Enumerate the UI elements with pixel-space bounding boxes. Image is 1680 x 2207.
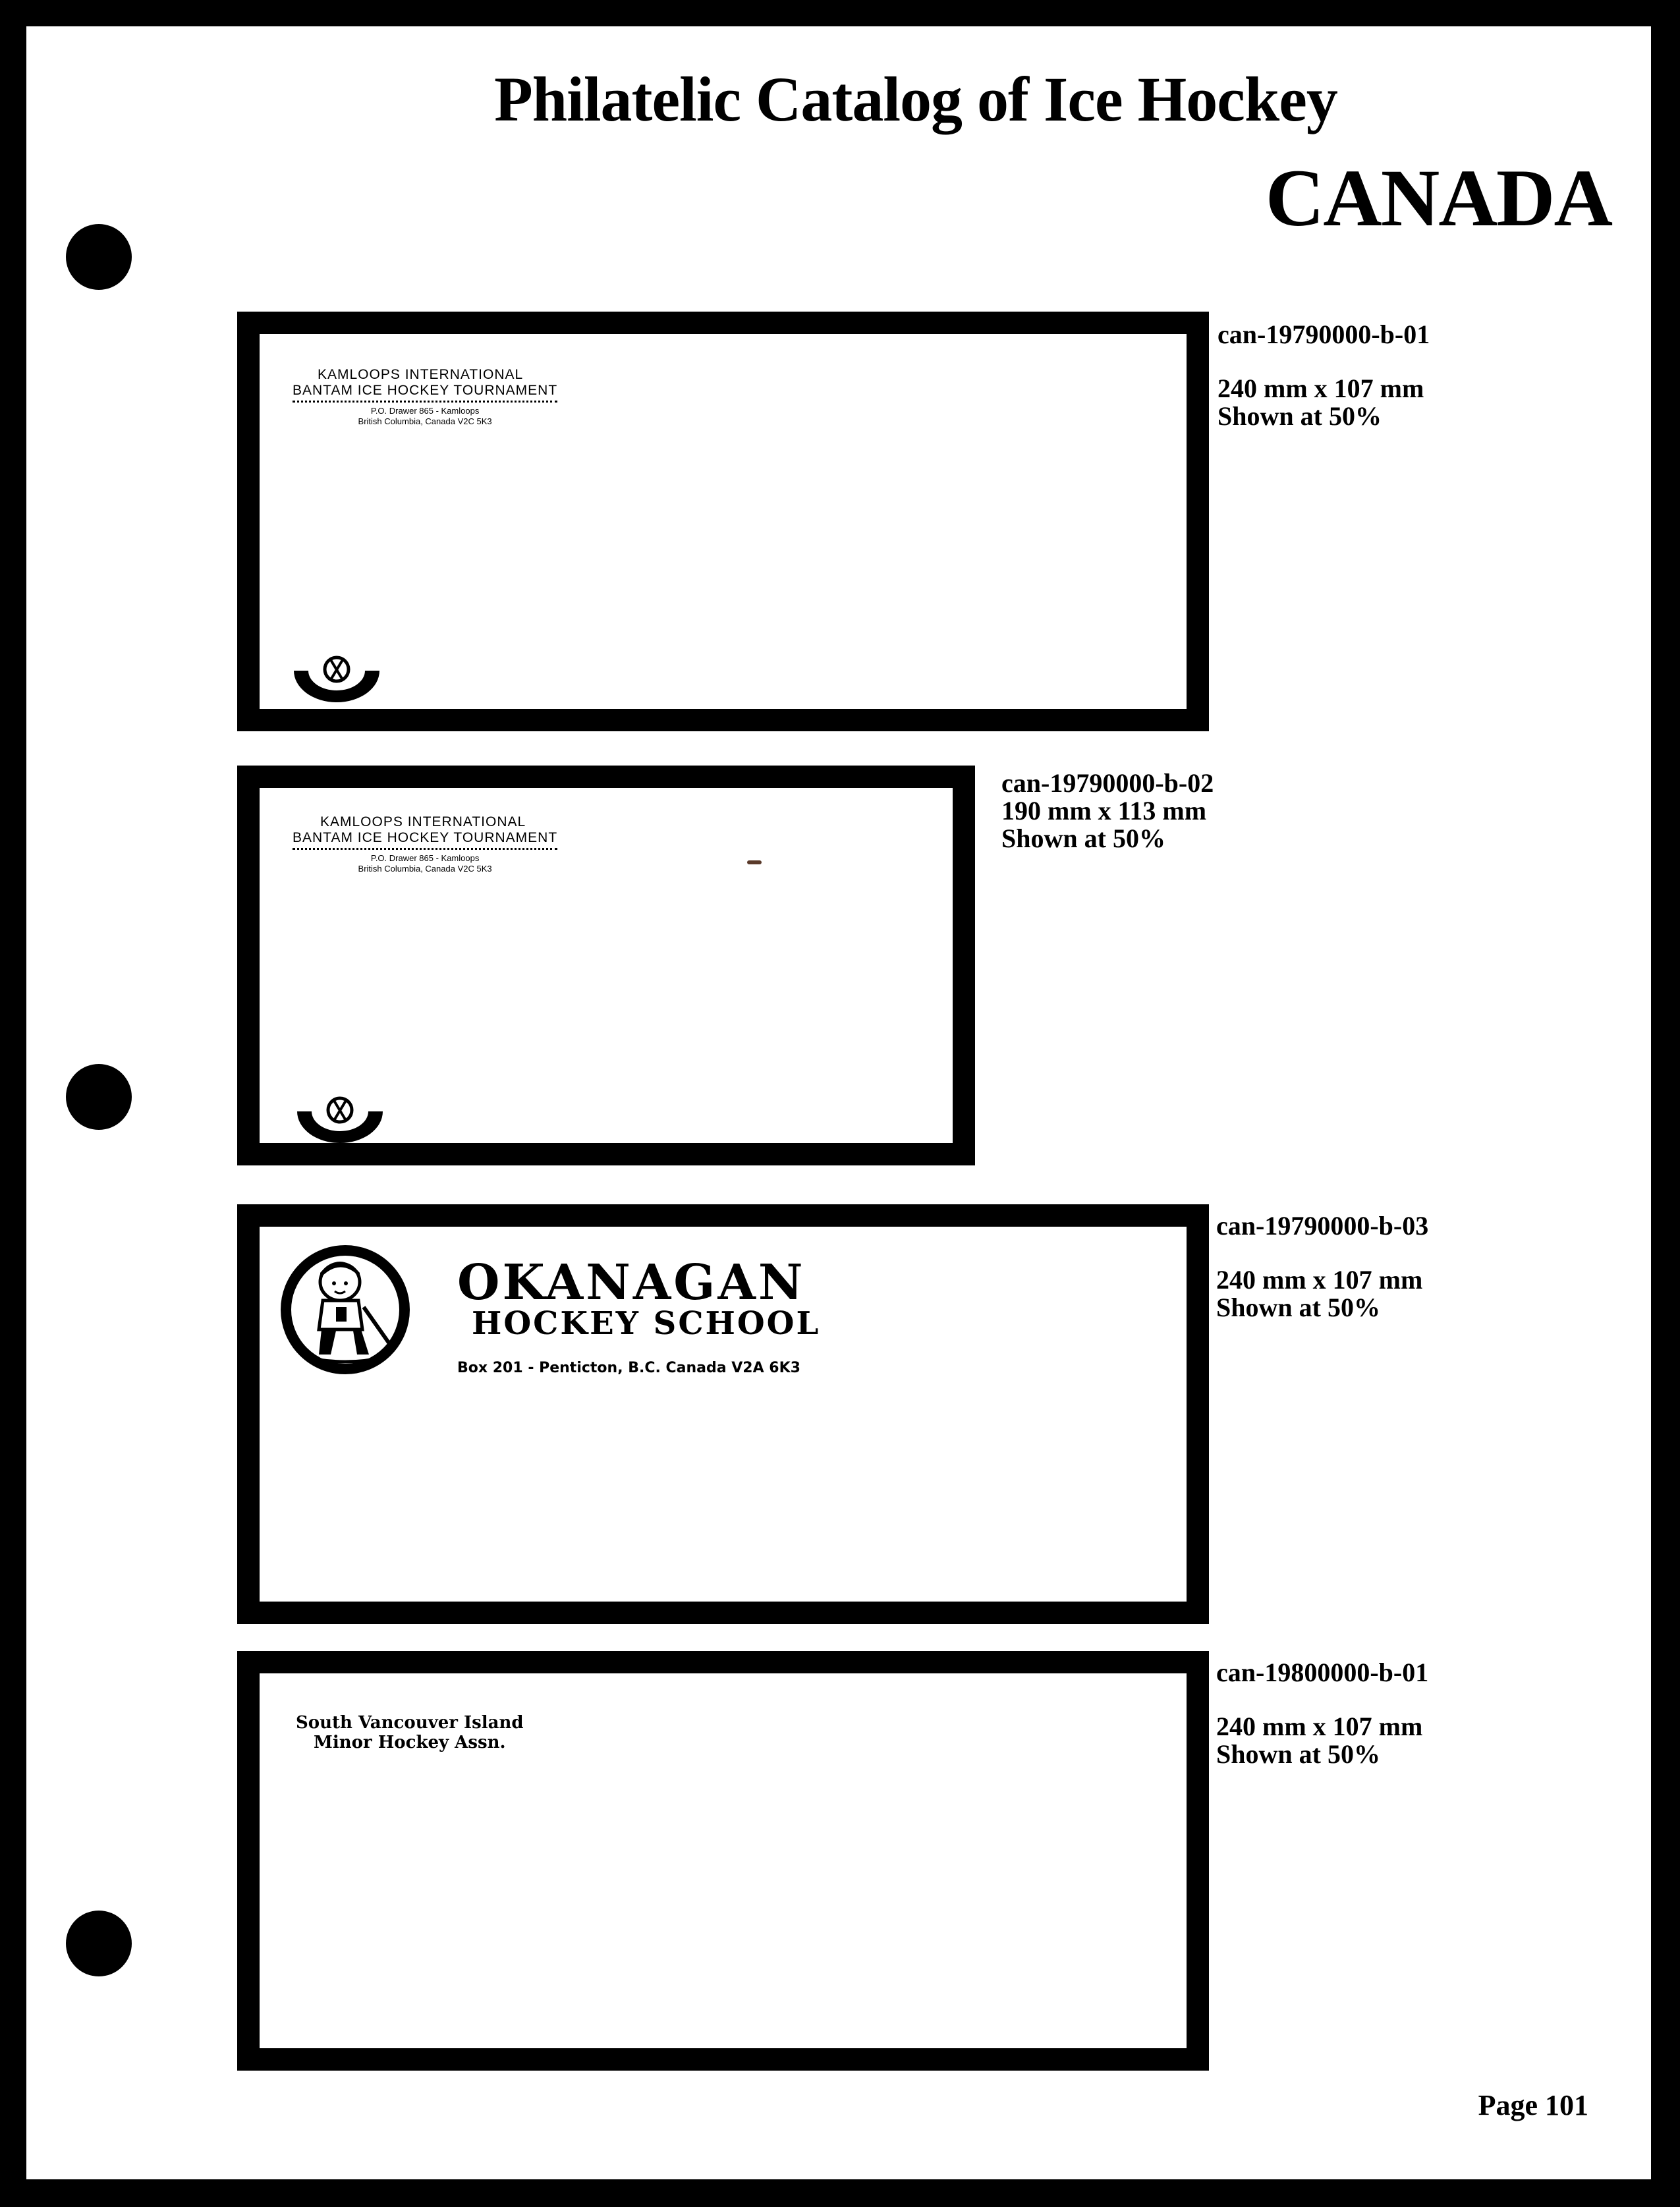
binder-hole xyxy=(66,1911,132,1976)
item-size: 240 mm x 107 mm xyxy=(1218,374,1424,403)
hockey-player-logo xyxy=(279,1244,411,1376)
association-address xyxy=(296,1713,524,1752)
item-scale: Shown at 50% xyxy=(1216,1293,1380,1322)
school-name: OKANAGAN xyxy=(457,1254,806,1311)
item-size: 240 mm x 107 mm xyxy=(1216,1265,1423,1295)
catalog-page xyxy=(26,26,1651,2179)
school-address: Box 201 - Penticton, B.C. Canada V2A 6K3 xyxy=(457,1360,800,1376)
address-line: British Columbia, Canada V2C 5K3 xyxy=(358,864,492,874)
org-name-line: KAMLOOPS INTERNATIONAL xyxy=(318,367,524,382)
envelope-4 xyxy=(237,1651,1209,2071)
address-line: P.O. Drawer 865 - Kamloops xyxy=(370,406,480,416)
item-caption xyxy=(1001,769,1214,852)
address-line: P.O. Drawer 865 - Kamloops xyxy=(370,853,480,863)
association-name-line: South Vancouver Island xyxy=(296,1713,524,1733)
association-name-line: Minor Hockey Assn. xyxy=(314,1733,506,1752)
country-heading: CANADA xyxy=(1265,153,1611,243)
item-scale: Shown at 50% xyxy=(1218,401,1382,431)
paper-smudge xyxy=(747,860,762,864)
item-size: 240 mm x 107 mm xyxy=(1216,1712,1423,1741)
org-name-line: KAMLOOPS INTERNATIONAL xyxy=(320,814,526,829)
catalog-id: can-19790000-b-03 xyxy=(1216,1211,1429,1241)
binder-hole xyxy=(66,1064,132,1130)
school-subtitle: HOCKEY SCHOOL xyxy=(472,1305,821,1342)
catalog-id: can-19800000-b-01 xyxy=(1216,1658,1429,1687)
binder-hole xyxy=(66,224,132,290)
item-size: 190 mm x 113 mm xyxy=(1001,796,1207,825)
event-name-line: BANTAM ICE HOCKEY TOURNAMENT xyxy=(293,383,557,403)
item-caption xyxy=(1216,1659,1428,1768)
item-scale: Shown at 50% xyxy=(1001,824,1165,853)
item-scale: Shown at 50% xyxy=(1216,1739,1380,1769)
envelope-1 xyxy=(237,312,1209,731)
address-line: British Columbia, Canada V2C 5K3 xyxy=(358,416,492,426)
item-caption xyxy=(1218,321,1430,430)
hockey-sticks-logo xyxy=(296,1094,384,1143)
catalog-id: can-19790000-b-01 xyxy=(1218,320,1430,349)
event-name-line: BANTAM ICE HOCKEY TOURNAMENT xyxy=(293,830,557,850)
return-address xyxy=(293,367,557,427)
envelope-3 xyxy=(237,1204,1209,1624)
page-title: Philatelic Catalog of Ice Hockey xyxy=(494,64,1337,134)
envelope-2 xyxy=(237,766,975,1165)
return-address xyxy=(293,814,557,874)
school-letterhead xyxy=(457,1254,821,1376)
catalog-id: can-19790000-b-02 xyxy=(1001,768,1214,798)
page-number: Page 101 xyxy=(1478,2089,1588,2121)
item-caption xyxy=(1216,1212,1428,1322)
hockey-sticks-logo xyxy=(293,654,381,702)
